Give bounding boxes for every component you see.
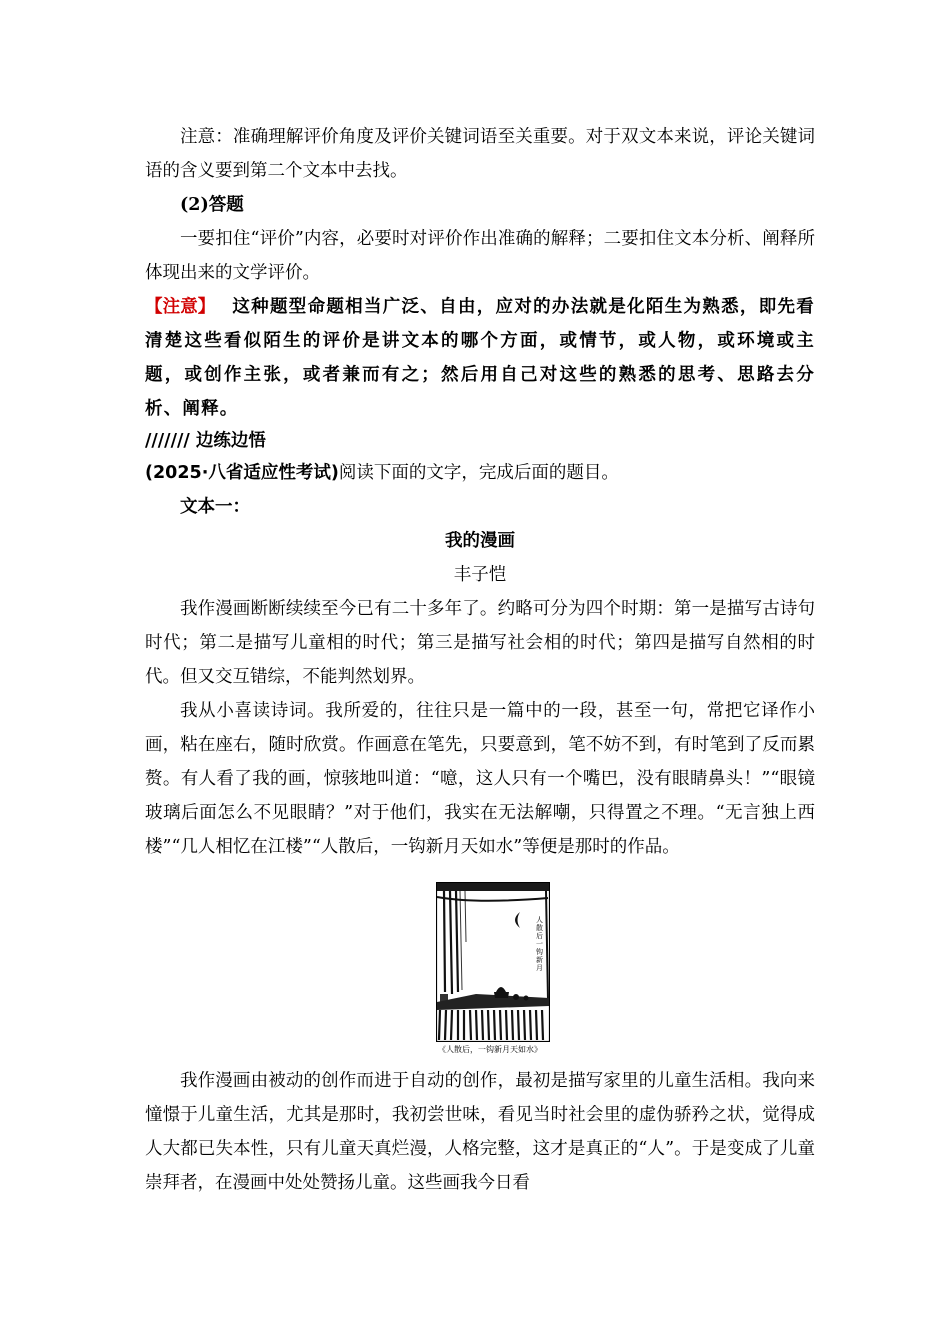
- answer-heading: (2)答题: [180, 195, 244, 215]
- artwork-figure: [436, 882, 550, 1056]
- article-continued: [145, 1064, 815, 1200]
- exam-source: (2025·八省适应性考试): [145, 463, 339, 483]
- note-paragraph: 注意：准确理解评价角度及评价关键词语至关重要。对于双文本来说，评论关键词语的含义要到第二个文本中去找。: [145, 127, 815, 181]
- note-text: 这种题型命题相当广泛、自由，应对的办法就是化陌生为熟悉，即先看清楚这些看似陌生的评价是讲文本的哪个方面，或情节，或人物，或环境或主题，或创作主张，或者兼而有之；然后用自己对这些的熟悉的思考、思路去分析、阐释。: [145, 297, 815, 419]
- article-author: 丰子恺: [453, 565, 507, 585]
- answer-paragraph: 一要扣住“评价”内容，必要时对评价作出准确的解释；二要扣住文本分析、阐释所体现出来的文学评价。: [145, 229, 815, 283]
- note-tag: 【注意】: [145, 297, 216, 317]
- article-paragraph-3: 我作漫画由被动的创作而进于自动的创作，最初是描写家里的儿童生活相。我向来憧憬于儿童生活，尤其是那时，我初尝世味，看见当时社会里的虚伪骄矜之状，觉得成人大都已失本性，只有儿童天真烂漫，人格完整，这才是真正的“人”。于是变成了儿童崇拜者，在漫画中处处赞扬儿童。这些画我今日看: [145, 1071, 815, 1193]
- article-paragraph-2: 我从小喜读诗词。我所爱的，往往只是一篇中的一段，甚至一句，常把它译作小画，粘在座右，随时欣赏。作画意在笔先，只要意到，笔不妨不到，有时笔到了反而累赘。有人看了我的画，惊骇地叫道：“噫，这人只有一个嘴巴，没有眼睛鼻头！”“眼镜玻璃后面怎么不见眼睛？”对于他们，我实在无法解嘲，只得置之不理。“无言独上西楼”“几人相忆在江楼”“人散后，一钩新月天如水”等便是那时的作品。: [145, 701, 815, 857]
- artwork-illustration: [436, 882, 550, 1042]
- artwork-inscription: 人散后一钩新月: [536, 916, 543, 972]
- intro-section: [145, 120, 815, 864]
- figure-caption: 《人散后，一钩新月天如水》: [438, 1045, 542, 1054]
- note-box: [145, 290, 815, 426]
- practice-label: /////// 边练边悟: [145, 431, 266, 451]
- text-one-label: 文本一：: [180, 497, 250, 517]
- article-paragraph-1: 我作漫画断断续续至今已有二十多年了。约略可分为四个时期：第一是描写古诗句时代；第二是描写儿童相的时代；第三是描写社会相的时代；第四是描写自然相的时代。但又交互错综，不能判然划界。: [145, 599, 815, 687]
- instruction-text: 阅读下面的文字，完成后面的题目。: [338, 463, 619, 483]
- article-title: 我的漫画: [445, 531, 515, 551]
- practice-instruction: [145, 456, 815, 490]
